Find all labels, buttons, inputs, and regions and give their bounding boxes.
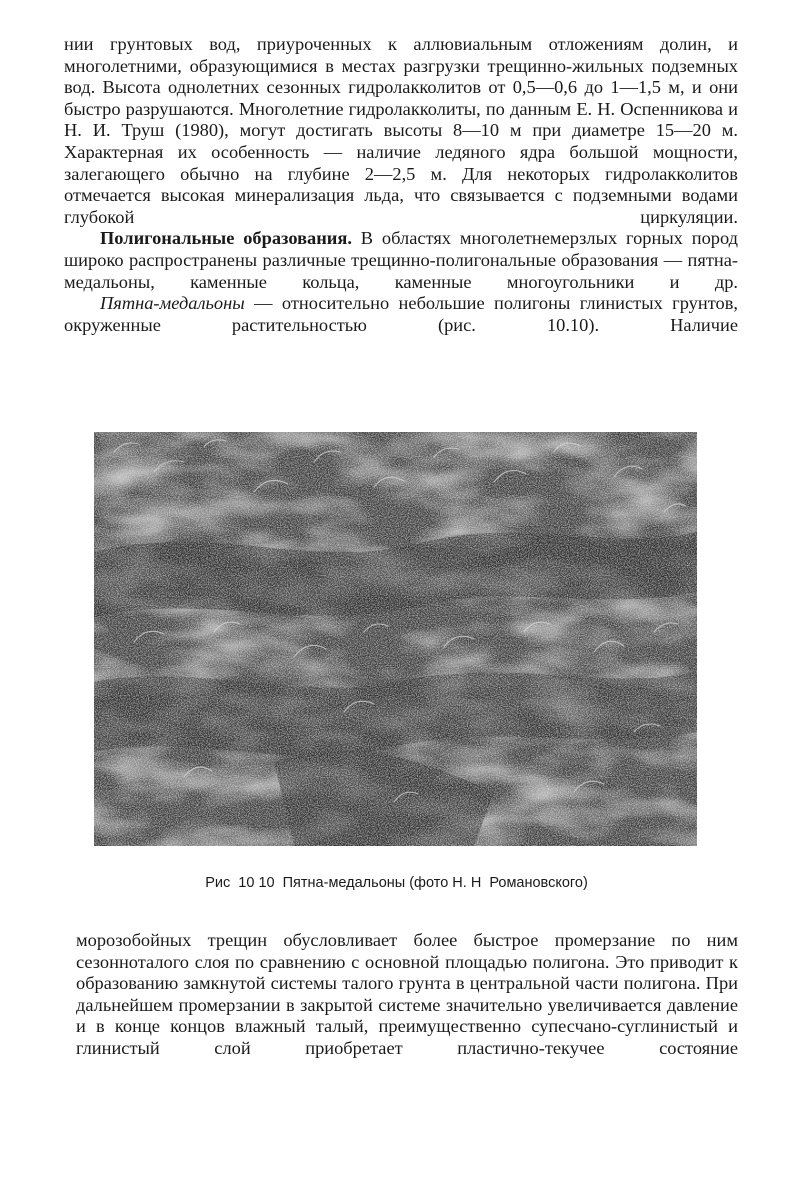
section-heading-polygonal: Полигональные образования. xyxy=(100,228,352,249)
figure-caption-text: Рис 10 10 Пятна-медальоны (фото Н. Н Романовского) xyxy=(205,875,588,891)
photo-texture xyxy=(94,432,697,846)
bottom-text-block xyxy=(76,930,738,1060)
paragraph-medallions xyxy=(64,293,738,336)
paragraph-hydrolaccoliths: нии грунтовых вод, приуроченных к аллювиальным отложениям долин, и многолетними, образующимися в местах разгрузки трещинно-жильных подземных вод. Высота однолетних сезонных гидролакколитов от 0,5—0,6 до 1—1,5 м, и они быстро разрушаются. Многолетние гидролакколиты, по данным Е. Н. Оспенникова и Н. И. Труш (1980), могут достигать высоты 8—10 м при диаметре 15—20 м. Характерная их особенность — наличие ледяного ядра большой мощности, залегающего обычно на глубине 2—2,5 м. Для некоторых гидролакколитов отмечается высокая минерализация льда, что связывается с подземными водами глубокой циркуляции. xyxy=(64,34,738,227)
figure-caption xyxy=(0,875,793,891)
paragraph-polygonal-body: В областях многолетнемерзлых горных пород широко распространены различные трещинно-полигональные образования — пятна-медальоны, каменные кольца, каменные многоугольники и др. xyxy=(64,228,738,292)
term-medallions: Пятна-медальоны xyxy=(100,293,245,314)
paragraph-frost-cracks: морозобойных трещин обусловливает более быстрое промерзание по ним сезонноталого слоя по сравнению с основной площадью полигона. Это приводит к образованию замкнутой системы талого грунта в центральной части полигона. При дальнейшем промерзании в закрытой системе значительно увеличивается давление и в конце концов влажный талый, преимущественно супесчано-суглинистый и глинистый слой приобретает пластично-текучее состояние xyxy=(76,930,738,1058)
paragraph-polygonal xyxy=(64,228,738,293)
paragraph-medallions-body: — относительно небольшие полигоны глинистых грунтов, окруженные растительностью (рис. 10.10). Наличие xyxy=(64,293,738,335)
top-text-block xyxy=(64,34,738,336)
figure-photo-medallion-spots xyxy=(94,432,697,846)
